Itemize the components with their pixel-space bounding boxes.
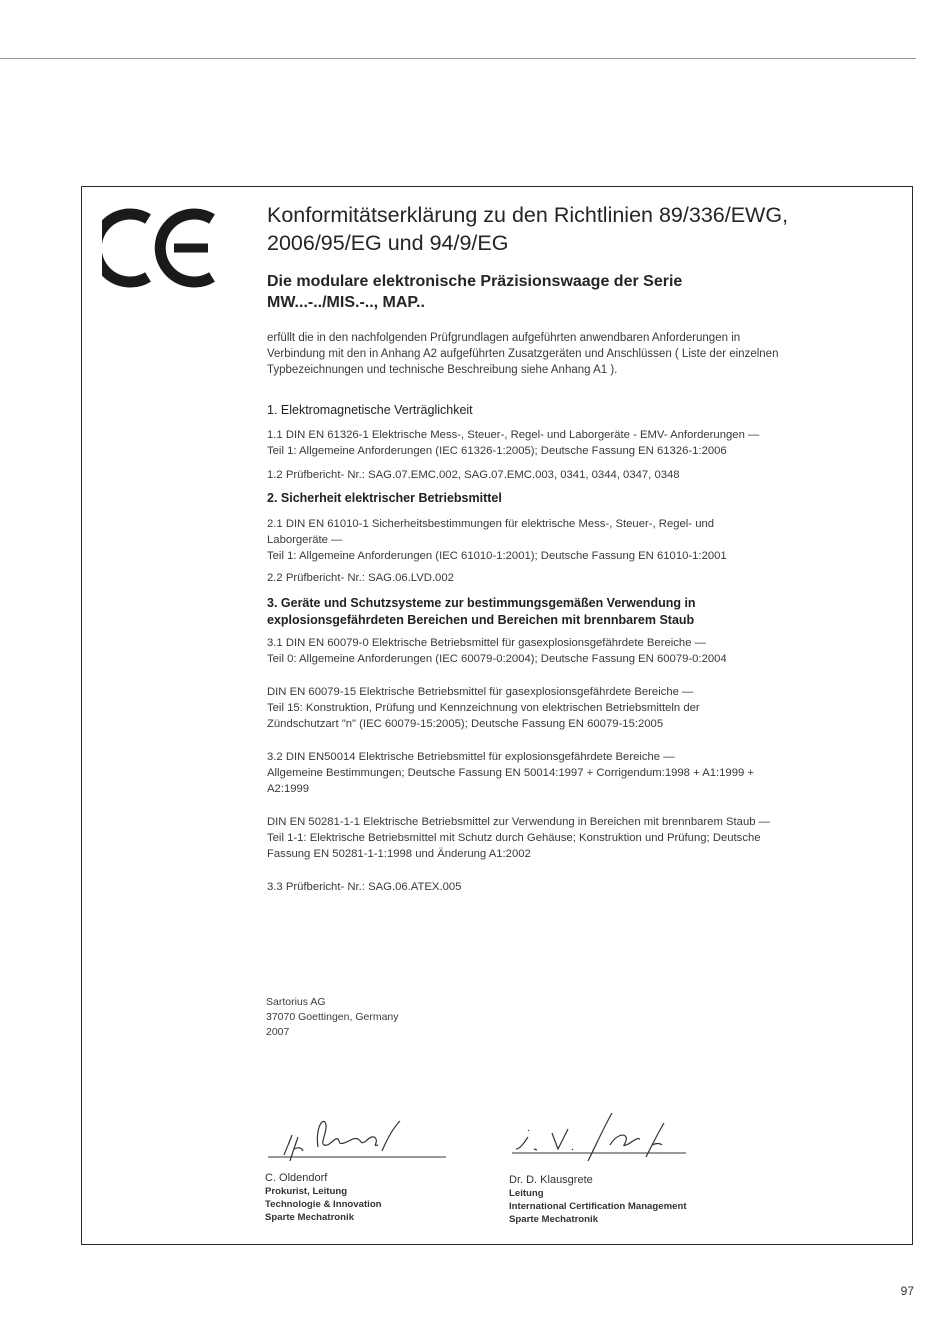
section-3 xyxy=(267,595,877,895)
standard-paragraph xyxy=(267,635,877,667)
signatory-name: Dr. D. Klausgrete xyxy=(509,1174,593,1186)
signature-klausgrete xyxy=(506,1105,690,1171)
ce-mark-logo xyxy=(102,205,218,291)
paragraph-line: DIN EN 50281-1-1 Elektrische Betriebsmittel zur Verwendung in Bereichen mit brennbarem Staub — xyxy=(267,816,770,828)
subtitle-line: Die modulare elektronische Präzisionswaage der Serie xyxy=(267,273,683,290)
paragraph-line: DIN EN 60079-15 Elektrische Betriebsmittel für gasexplosionsgefährdete Bereiche — xyxy=(267,686,694,698)
paragraph-line: Allgemeine Bestimmungen; Deutsche Fassung EN 50014:1997 + Corrigendum:1998 + A1:1999 + xyxy=(267,767,755,779)
issuer-year: 2007 xyxy=(266,1026,290,1038)
signatory-2 xyxy=(509,1173,687,1226)
paragraph-line: 1.2 Prüfbericht- Nr.: SAG.07.EMC.002, SAG.07.EMC.003, 0341, 0344, 0347, 0348 xyxy=(267,469,680,481)
test-report-paragraph xyxy=(267,879,877,895)
paragraph-line: Teil 1: Allgemeine Anforderungen (IEC 61326-1:2005); Deutsche Fassung EN 61326-1:2006 xyxy=(267,445,727,457)
issuer-company: Sartorius AG xyxy=(266,996,326,1008)
section-2 xyxy=(267,490,877,586)
standard-paragraph xyxy=(267,427,877,459)
standard-paragraph xyxy=(267,516,877,564)
signatory-role: International Certification Management xyxy=(509,1201,687,1212)
paragraph-line: A2:1999 xyxy=(267,783,310,795)
title-line: 2006/95/EG und 94/9/EG xyxy=(267,231,509,255)
signatory-1 xyxy=(265,1171,382,1224)
standard-paragraph xyxy=(267,684,877,732)
header-rule xyxy=(0,58,916,59)
certificate-frame xyxy=(81,186,913,1245)
paragraph-line: Teil 1-1: Elektrische Betriebsmittel mit Schutz durch Gehäuse; Konstruktion und Prüfung; Deutsche xyxy=(267,832,761,844)
intro-line: Verbindung mit den in Anhang A2 aufgeführten Zusatzgeräten und Anschlüssen ( Liste der einzelnen xyxy=(267,348,779,360)
signatory-role: Sparte Mechatronik xyxy=(265,1212,355,1223)
paragraph-line: 3.2 DIN EN50014 Elektrische Betriebsmittel für explosionsgefährdete Bereiche — xyxy=(267,751,675,763)
product-subtitle xyxy=(267,271,877,313)
standard-paragraph xyxy=(267,749,877,797)
paragraph-line: 2.2 Prüfbericht- Nr.: SAG.06.LVD.002 xyxy=(267,572,454,584)
page-number: 97 xyxy=(900,1284,914,1298)
intro-line: Typbezeichnungen und technische Beschreibung siehe Anhang A1 ). xyxy=(267,364,618,376)
subtitle-line: MW...-../MIS.-.., MAP.. xyxy=(267,294,425,311)
section-1 xyxy=(267,402,877,483)
signatory-role: Technologie & Innovation xyxy=(265,1199,382,1210)
intro-line: erfüllt die in den nachfolgenden Prüfgrundlagen aufgeführten anwendbaren Anforderungen in xyxy=(267,332,741,344)
signatory-name: C. Oldendorf xyxy=(265,1172,328,1184)
paragraph-line: 3.3 Prüfbericht- Nr.: SAG.06.ATEX.005 xyxy=(267,881,462,893)
certificate-title xyxy=(267,201,877,257)
heading-line: 3. Geräte und Schutzsysteme zur bestimmungsgemäßen Verwendung in xyxy=(267,596,696,610)
paragraph-line: Teil 0: Allgemeine Anforderungen (IEC 60079-0:2004); Deutsche Fassung EN 60079-0:2004 xyxy=(267,653,727,665)
issuer-city: 37070 Goettingen, Germany xyxy=(266,1011,399,1023)
paragraph-line: 2.1 DIN EN 61010-1 Sicherheitsbestimmungen für elektrische Mess-, Steuer-, Regel- und xyxy=(267,518,715,530)
section-heading: 2. Sicherheit elektrischer Betriebsmittel xyxy=(267,491,502,505)
paragraph-line: Laborgeräte — xyxy=(267,534,343,546)
paragraph-line: Teil 15: Konstruktion, Prüfung und Kennzeichnung von elektrischen Betriebsmitteln der xyxy=(267,702,700,714)
standard-paragraph xyxy=(267,814,877,862)
intro-paragraph xyxy=(267,330,877,378)
signature-oldendorf xyxy=(260,1107,450,1173)
title-line: Konformitätserklärung zu den Richtlinien 89/336/EWG, xyxy=(267,203,789,227)
paragraph-line: Fassung EN 50281-1-1:1998 und Änderung A1:2002 xyxy=(267,848,531,860)
test-report-paragraph xyxy=(267,467,877,483)
section-heading xyxy=(267,595,877,629)
issuer-address xyxy=(266,995,399,1040)
signatory-role: Leitung xyxy=(509,1188,544,1199)
paragraph-line: 3.1 DIN EN 60079-0 Elektrische Betriebsmittel für gasexplosionsgefährdete Bereiche — xyxy=(267,637,706,649)
paragraph-line: Teil 1: Allgemeine Anforderungen (IEC 61010-1:2001); Deutsche Fassung EN 61010-1:2001 xyxy=(267,550,727,562)
test-report-paragraph xyxy=(267,570,877,586)
signatory-role: Sparte Mechatronik xyxy=(509,1214,599,1225)
paragraph-line: 1.1 DIN EN 61326-1 Elektrische Mess-, Steuer-, Regel- und Laborgeräte - EMV- Anforderungen — xyxy=(267,429,760,441)
section-heading: 1. Elektromagnetische Verträglichkeit xyxy=(267,403,473,417)
paragraph-line: Zündschutzart "n" (IEC 60079-15:2005); Deutsche Fassung EN 60079-15:2005 xyxy=(267,718,664,730)
heading-line: explosionsgefährdeten Bereichen und Bereichen mit brennbarem Staub xyxy=(267,613,695,627)
certificate-content xyxy=(267,201,877,895)
signatory-role: Prokurist, Leitung xyxy=(265,1186,348,1197)
